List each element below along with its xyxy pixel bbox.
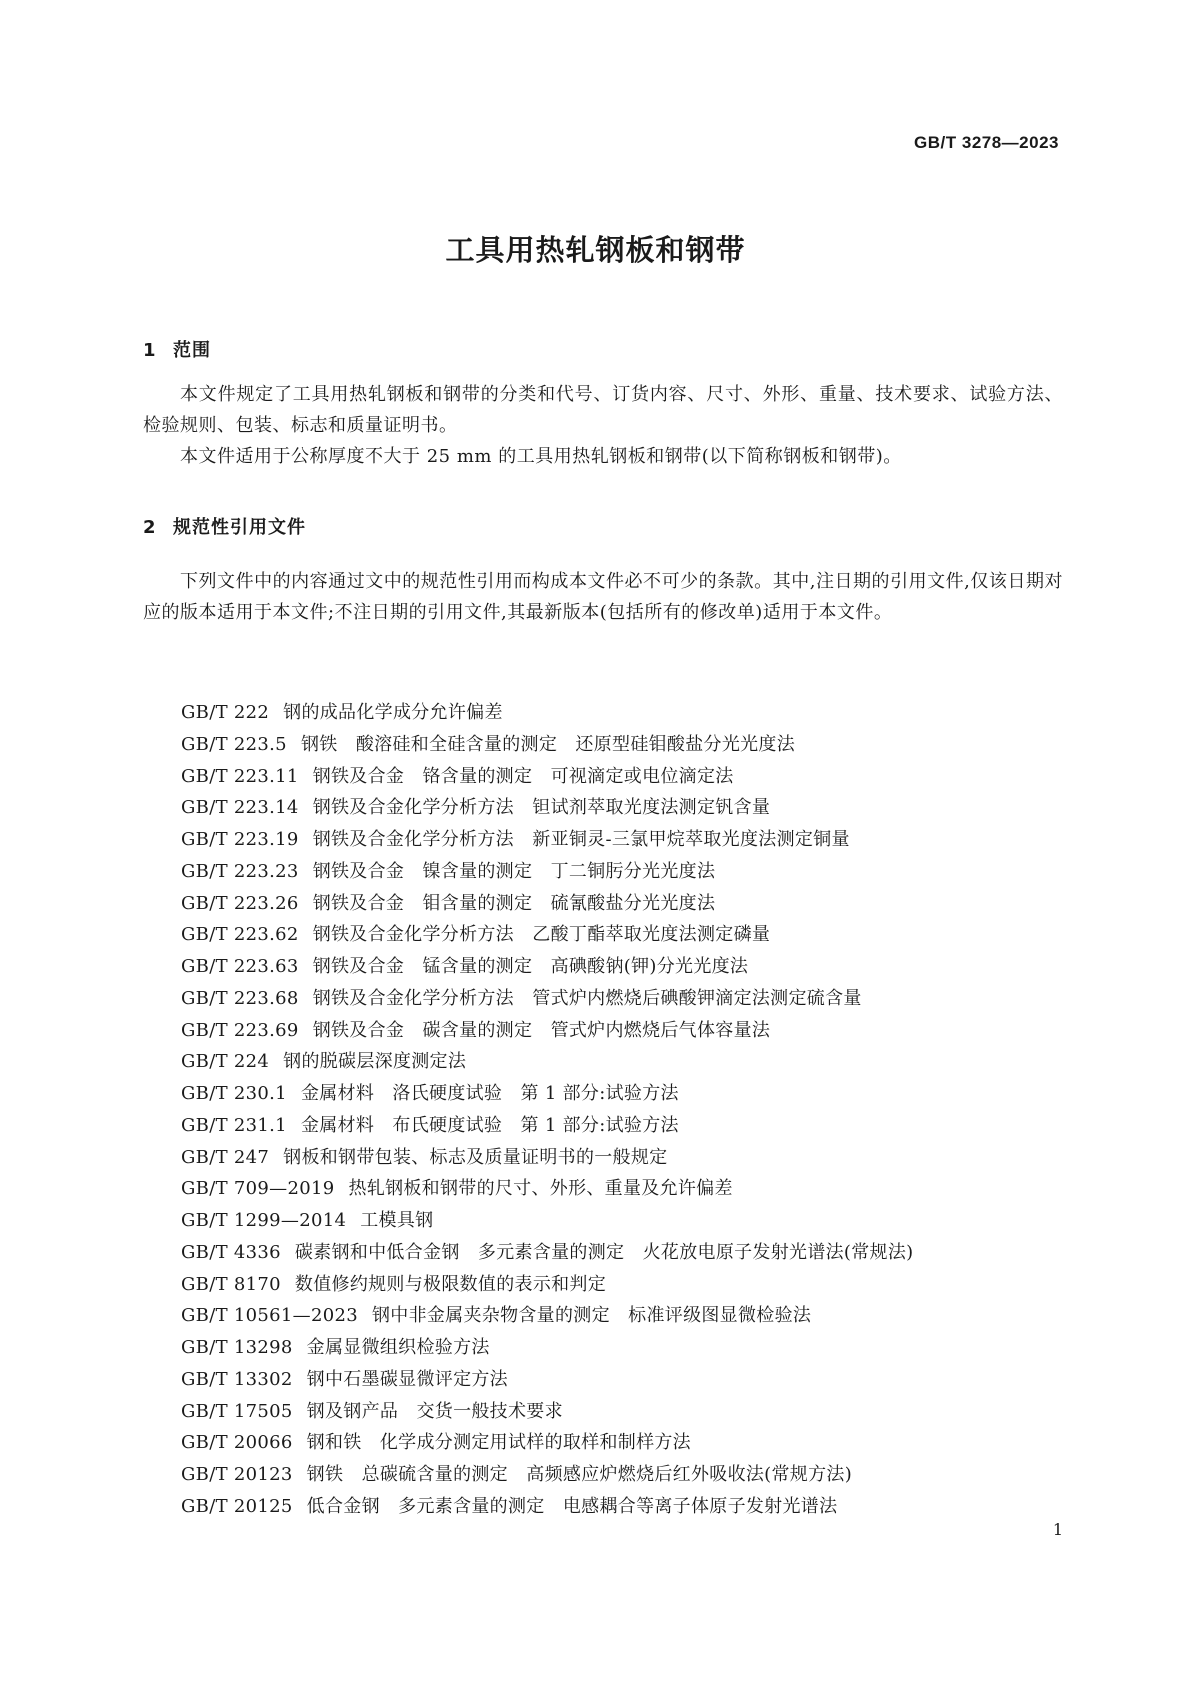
reference-code: GB/T 17505 — [181, 1400, 293, 1422]
reference-title: 钢铁及合金化学分析方法 新亚铜灵-三氯甲烷萃取光度法测定铜量 — [312, 829, 850, 850]
reference-code: GB/T 224 — [181, 1051, 270, 1073]
reference-item — [181, 1491, 913, 1523]
reference-item — [181, 919, 913, 951]
reference-title: 金属显微组织检验方法 — [306, 1337, 490, 1358]
reference-code: GB/T 1299—2014 — [181, 1210, 347, 1231]
reference-code: GB/T 8170 — [181, 1273, 281, 1295]
reference-item — [181, 1332, 913, 1364]
reference-title: 钢铁 酸溶硅和全硅含量的测定 还原型硅钼酸盐分光光度法 — [300, 733, 796, 755]
reference-title: 钢铁及合金 镍含量的测定 丁二铜肟分光光度法 — [312, 860, 716, 882]
reference-code: GB/T 230.1 — [181, 1083, 287, 1104]
reference-title: 钢铁及合金 钼含量的测定 硫氰酸盐分光光度法 — [312, 892, 716, 914]
reference-code: GB/T 709—2019 — [181, 1178, 335, 1200]
reference-code: GB/T 223.63 — [181, 956, 299, 977]
reference-item — [181, 1110, 913, 1142]
section-number: 2 — [143, 517, 157, 538]
reference-code: GB/T 13302 — [181, 1368, 293, 1390]
section-title: 规范性引用文件 — [173, 517, 306, 538]
reference-code: GB/T 247 — [181, 1146, 270, 1168]
reference-title: 钢铁及合金 锰含量的测定 高碘酸钠(钾)分光光度法 — [312, 956, 749, 977]
reference-code: GB/T 223.14 — [181, 797, 299, 819]
reference-title: 钢铁及合金化学分析方法 乙酸丁酯萃取光度法测定磷量 — [312, 924, 771, 946]
reference-code: GB/T 223.5 — [181, 733, 287, 755]
reference-title: 钢和铁 化学成分测定用试样的取样和制样方法 — [306, 1432, 691, 1454]
section-title: 范围 — [173, 340, 211, 361]
reference-title: 钢的成品化学成分允许偏差 — [283, 702, 503, 723]
reference-title: 钢中石墨碳显微评定方法 — [306, 1368, 508, 1390]
reference-item — [181, 697, 913, 729]
reference-list — [181, 697, 913, 1523]
reference-title: 钢铁及合金 碳含量的测定 管式炉内燃烧后气体容量法 — [312, 1019, 771, 1041]
reference-item — [181, 1015, 913, 1047]
reference-title: 钢的脱碳层深度测定法 — [283, 1051, 467, 1073]
reference-item — [181, 792, 913, 824]
reference-code: GB/T 20066 — [181, 1432, 293, 1454]
reference-title: 钢中非金属夹杂物含量的测定 标准评级图显微检验法 — [371, 1305, 812, 1327]
document-number: GB/T 3278—2023 — [914, 133, 1059, 152]
reference-code: GB/T 20125 — [181, 1495, 293, 1517]
reference-item — [181, 951, 913, 983]
reference-item — [181, 1300, 913, 1332]
page-number: 1 — [1052, 1520, 1063, 1539]
reference-code: GB/T 20123 — [181, 1464, 293, 1485]
reference-code: GB/T 223.68 — [181, 987, 299, 1009]
reference-code: GB/T 4336 — [181, 1241, 281, 1263]
scope-paragraph-1: 本文件规定了工具用热轧钢板和钢带的分类和代号、订货内容、尺寸、外形、重量、技术要求、试验方法、检验规则、包装、标志和质量证明书。 — [143, 384, 1063, 436]
reference-code: GB/T 223.11 — [181, 765, 299, 787]
section-number: 1 — [143, 340, 157, 361]
reference-title: 钢铁及合金化学分析方法 钽试剂萃取光度法测定钒含量 — [312, 797, 771, 819]
reference-title: 钢铁及合金化学分析方法 管式炉内燃烧后碘酸钾滴定法测定硫含量 — [312, 987, 862, 1009]
reference-item — [181, 1427, 913, 1459]
reference-item — [181, 761, 913, 793]
reference-title: 低合金钢 多元素含量的测定 电感耦合等离子体原子发射光谱法 — [306, 1495, 838, 1517]
scope-paragraph-2: 本文件适用于公称厚度不大于 25 mm 的工具用热轧钢板和钢带(以下简称钢板和钢带)。 — [180, 446, 902, 467]
reference-title: 数值修约规则与极限数值的表示和判定 — [294, 1273, 607, 1295]
reference-title: 钢铁及合金 铬含量的测定 可视滴定或电位滴定法 — [312, 765, 734, 787]
reference-item — [181, 1269, 913, 1301]
reference-code: GB/T 223.23 — [181, 860, 299, 882]
reference-title: 工模具钢 — [360, 1210, 434, 1231]
reference-item — [181, 1142, 913, 1174]
document-title: 工具用热轧钢板和钢带 — [445, 233, 746, 267]
reference-title: 钢及钢产品 交货一般技术要求 — [306, 1400, 563, 1422]
reference-item — [181, 729, 913, 761]
reference-code: GB/T 223.69 — [181, 1019, 299, 1041]
reference-code: GB/T 13298 — [181, 1337, 293, 1358]
reference-title: 金属材料 洛氏硬度试验 第 1 部分:试验方法 — [300, 1083, 679, 1104]
reference-title: 钢板和钢带包装、标志及质量证明书的一般规定 — [283, 1146, 668, 1168]
reference-item — [181, 824, 913, 856]
reference-item — [181, 1459, 913, 1491]
reference-code: GB/T 231.1 — [181, 1114, 287, 1136]
reference-title: 金属材料 布氏硬度试验 第 1 部分:试验方法 — [300, 1114, 679, 1136]
reference-item — [181, 856, 913, 888]
reference-code: GB/T 223.26 — [181, 892, 299, 914]
reference-item — [181, 1396, 913, 1428]
reference-title: 碳素钢和中低合金钢 多元素含量的测定 火花放电原子发射光谱法(常规法) — [294, 1241, 914, 1263]
reference-item — [181, 983, 913, 1015]
reference-code: GB/T 223.19 — [181, 829, 299, 850]
reference-item — [181, 1078, 913, 1110]
reference-code: GB/T 222 — [181, 702, 270, 723]
reference-item — [181, 1205, 913, 1237]
reference-item — [181, 888, 913, 920]
reference-code: GB/T 223.62 — [181, 924, 299, 946]
reference-title: 钢铁 总碳硫含量的测定 高频感应炉燃烧后红外吸收法(常规方法) — [306, 1464, 853, 1485]
reference-item — [181, 1173, 913, 1205]
reference-item — [181, 1237, 913, 1269]
section-heading-normative-references — [143, 513, 306, 539]
reference-item — [181, 1046, 913, 1078]
reference-code: GB/T 10561—2023 — [181, 1305, 358, 1327]
reference-title: 热轧钢板和钢带的尺寸、外形、重量及允许偏差 — [348, 1178, 733, 1200]
references-intro-paragraph: 下列文件中的内容通过文中的规范性引用而构成本文件必不可少的条款。其中,注日期的引用文件,仅该日期对应的版本适用于本文件;不注日期的引用文件,其最新版本(包括所有的修改单)适用于本文件。 — [143, 571, 1063, 623]
reference-item — [181, 1364, 913, 1396]
section-heading-scope — [143, 336, 211, 362]
